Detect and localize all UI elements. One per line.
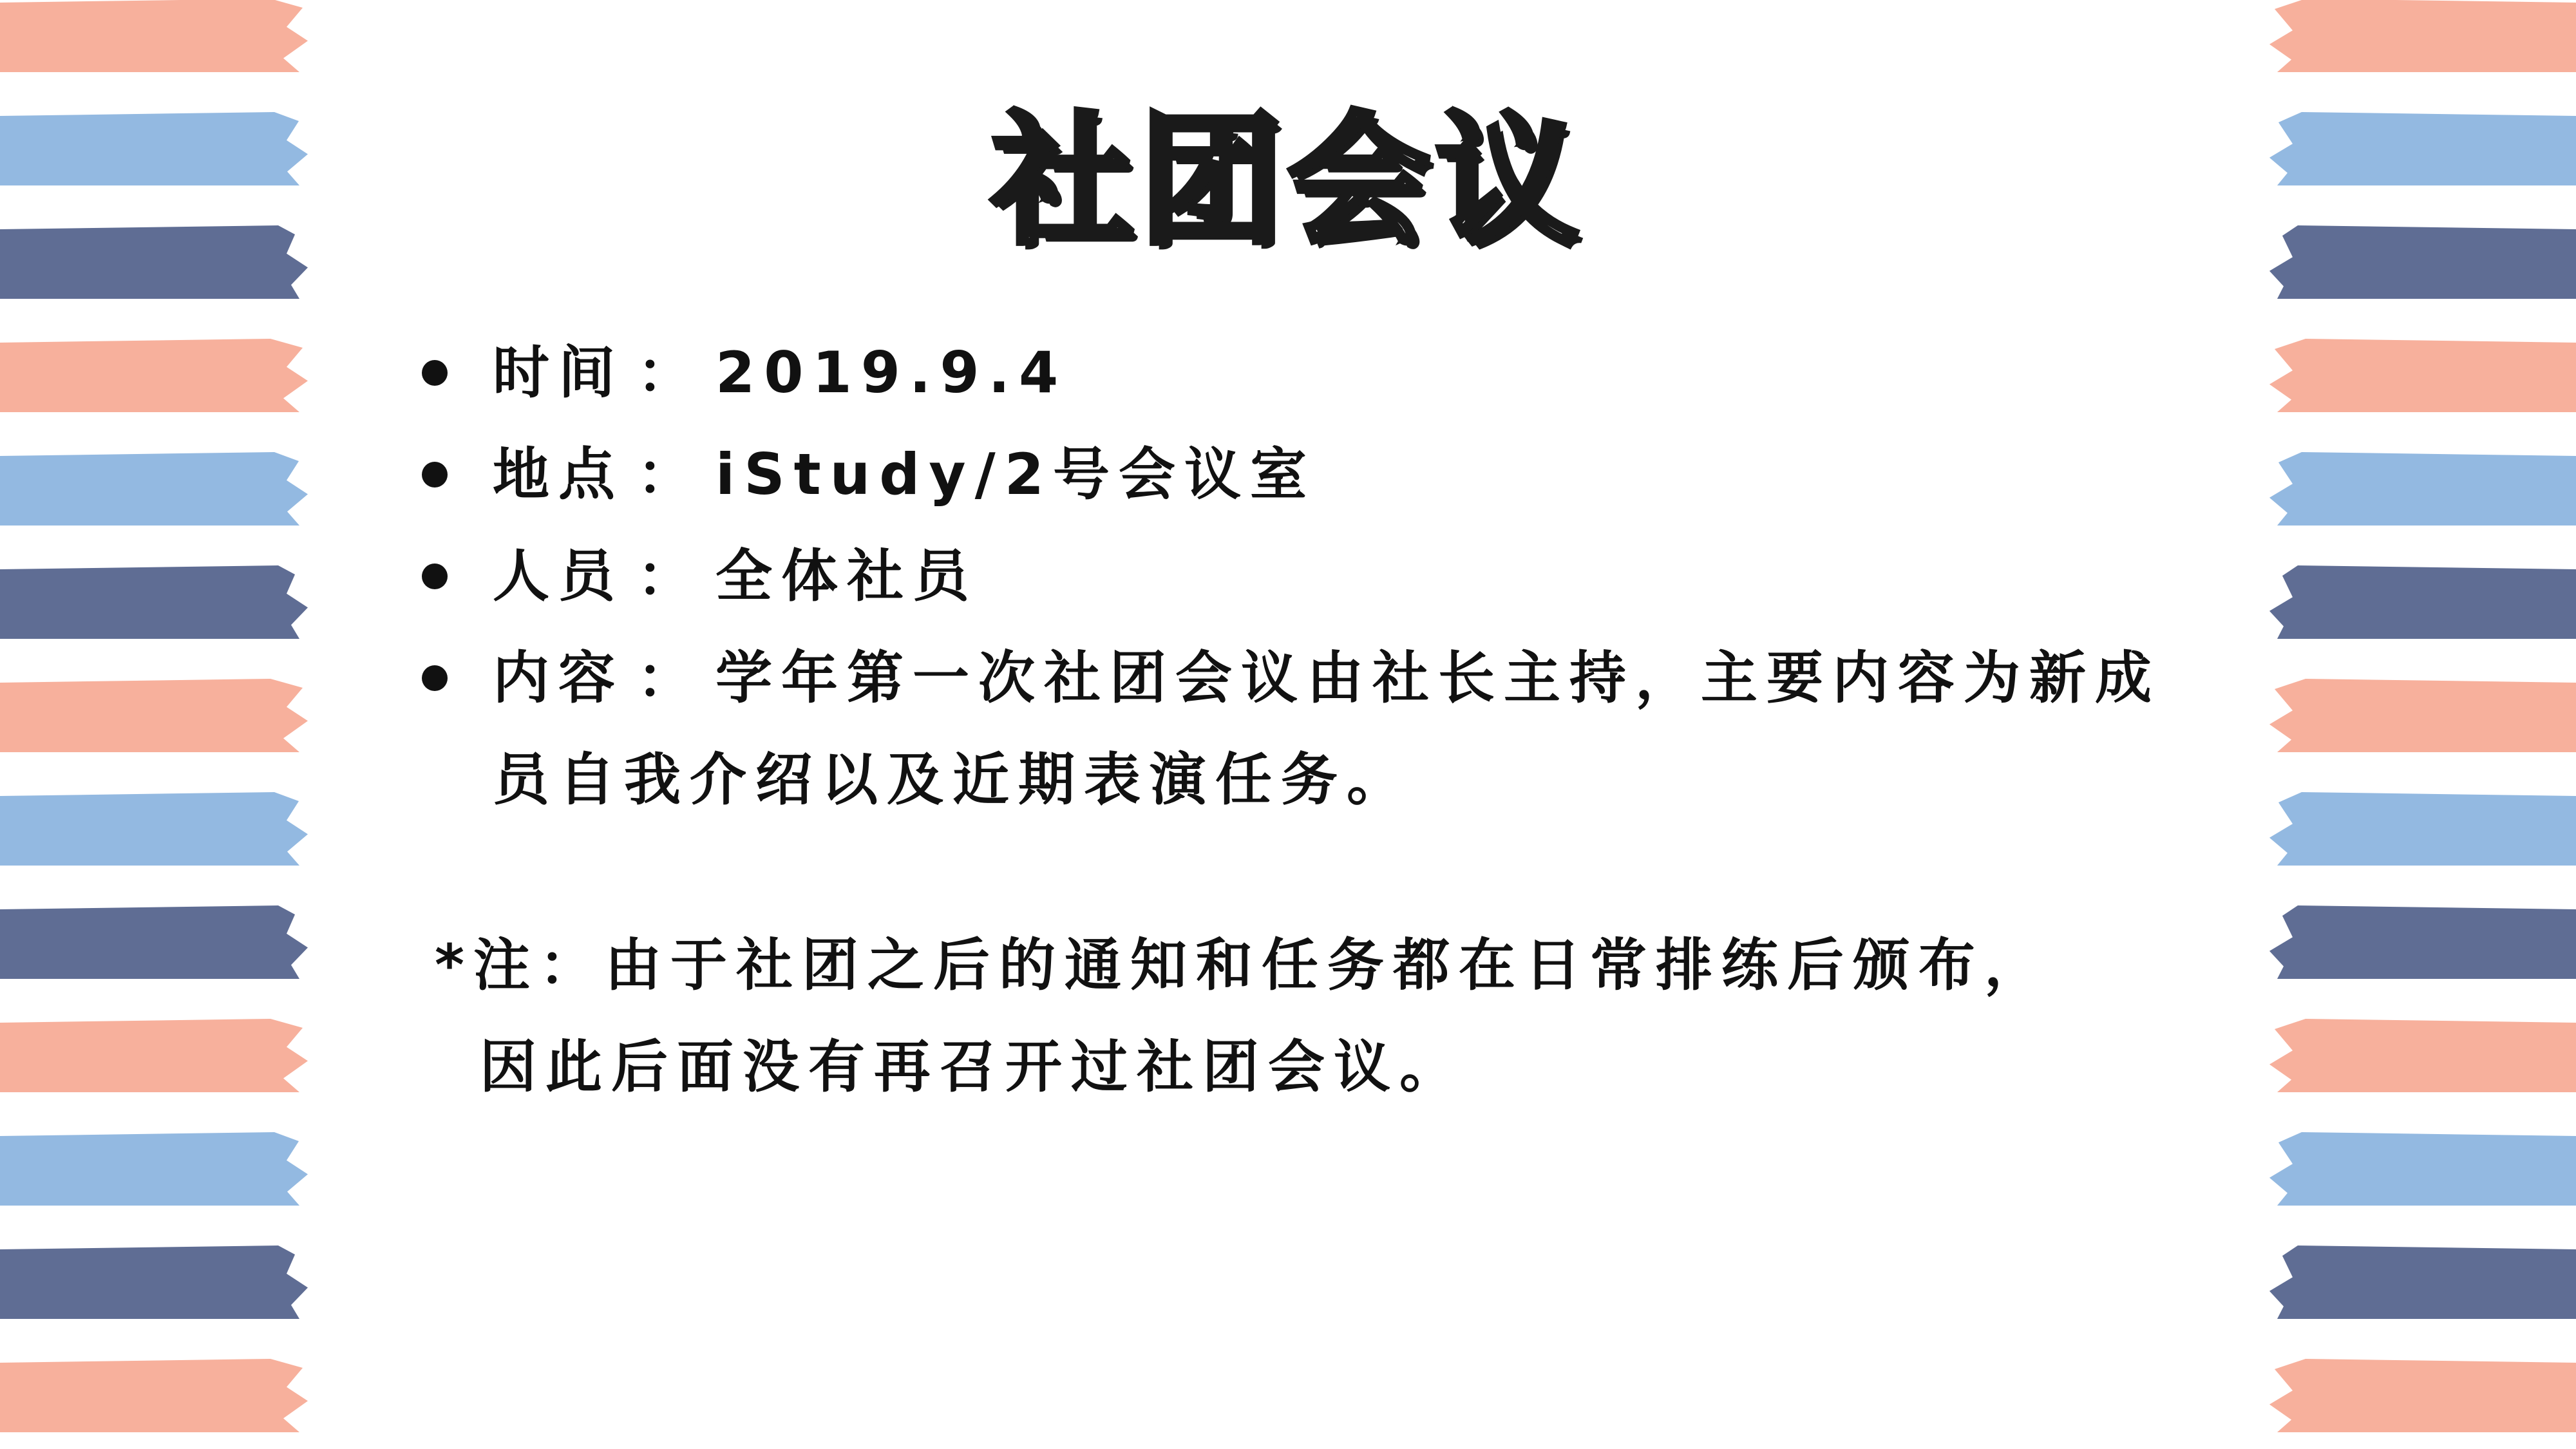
separator: ： xyxy=(637,441,703,507)
location-value: iStudy/2号会议室 xyxy=(715,441,1316,507)
brush-stripe xyxy=(2269,905,2576,979)
footnote xyxy=(435,914,2174,1118)
brush-stripe xyxy=(0,905,308,979)
list-item-time xyxy=(422,322,2212,424)
content-value: 学年第一次社团会议由社长主持，主要内容为新成员自我介绍以及近期表演任务。 xyxy=(493,645,2161,813)
footnote-line-1: *注：由于社团之后的通知和任务都在日常排练后颁布， xyxy=(435,932,2050,998)
page-title: 社团会议 xyxy=(991,99,1584,263)
brush-stripe xyxy=(0,1245,308,1319)
brush-stripe xyxy=(0,1019,308,1092)
list-item-attendees xyxy=(422,526,2212,627)
brush-stripe xyxy=(0,792,308,866)
time-label: 时间 xyxy=(493,339,625,406)
brush-stripe xyxy=(2269,679,2576,752)
brush-stripe xyxy=(2269,452,2576,526)
brush-stripe xyxy=(0,1359,308,1432)
location-label: 地点 xyxy=(493,441,625,507)
footnote-line-2: 因此后面没有再召开过社团会议。 xyxy=(480,1034,1466,1100)
brush-stripe xyxy=(0,452,308,526)
list-item-content xyxy=(422,627,2212,831)
brush-stripe xyxy=(0,0,308,72)
brush-stripe xyxy=(0,339,308,412)
bullet-dot-icon xyxy=(422,665,448,691)
time-value: 2019.9.4 xyxy=(715,339,1068,406)
brush-stripe xyxy=(0,1132,308,1206)
separator: ： xyxy=(637,645,703,711)
info-list xyxy=(422,322,2212,831)
separator: ： xyxy=(637,543,703,609)
attendees-value: 全体社员 xyxy=(715,543,979,609)
brush-stripe xyxy=(2269,339,2576,412)
attendees-label: 人员 xyxy=(493,543,625,609)
brush-stripe xyxy=(2269,792,2576,866)
bullet-dot-icon xyxy=(422,462,448,488)
brush-stripe xyxy=(2269,1019,2576,1092)
brush-stripe xyxy=(2269,1359,2576,1432)
brush-stripe xyxy=(2269,565,2576,639)
bullet-dot-icon xyxy=(422,360,448,386)
brush-stripe xyxy=(2269,1245,2576,1319)
brush-stripe xyxy=(2269,1132,2576,1206)
list-item-location xyxy=(422,424,2212,526)
separator: ： xyxy=(637,339,703,406)
bullet-dot-icon xyxy=(422,564,448,589)
brush-stripe xyxy=(2269,0,2576,72)
brush-stripe xyxy=(0,565,308,639)
content-label: 内容 xyxy=(493,645,625,711)
brush-stripe xyxy=(0,679,308,752)
